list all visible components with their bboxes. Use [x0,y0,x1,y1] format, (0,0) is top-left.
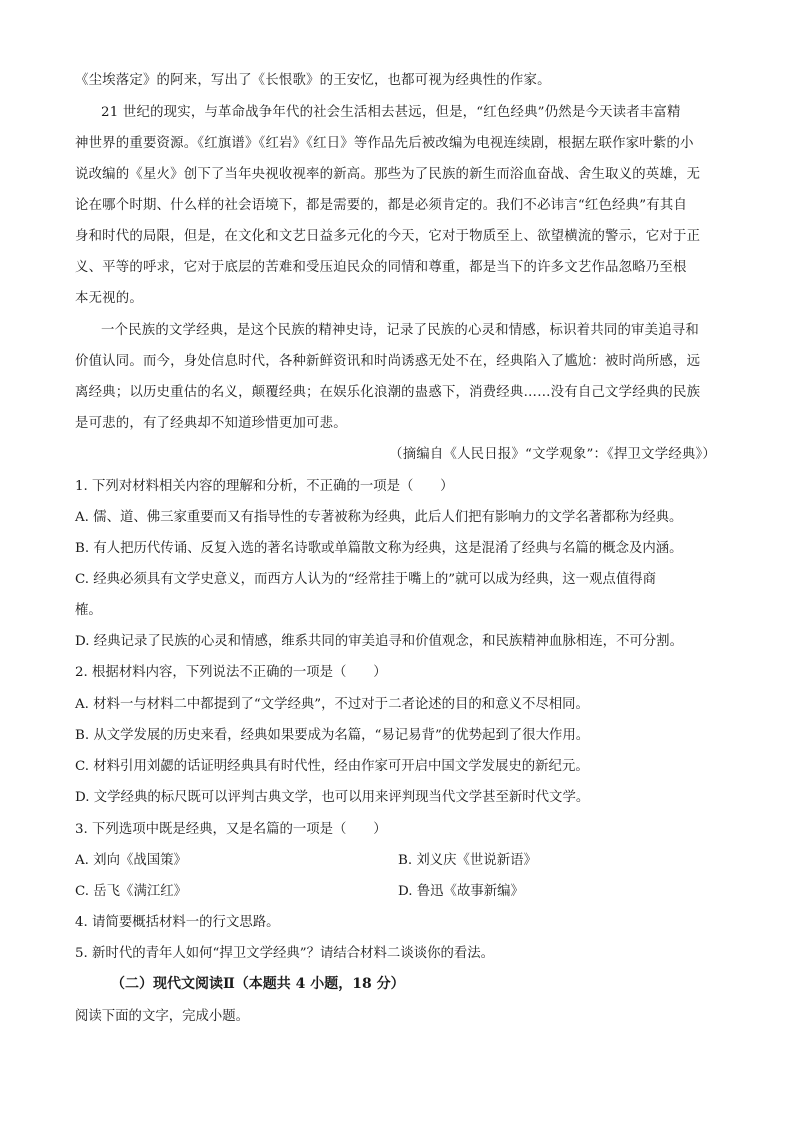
question-4: 4. 请简要概括材料一的行文思路。 [75,915,280,930]
passage-line: 《尘埃落定》的阿来，写出了《长恨歌》的王安忆，也都可视为经典性的作家。 [75,73,551,88]
option-d: D. 经典记录了民族的心灵和情感，维系共同的审美追寻和价值观念，和民族精神血脉相连，不可分割。 [75,634,683,649]
question-stem: 3. 下列选项中既是经典，又是名篇的一项是（ ） [75,822,387,837]
passage-line: 身和时代的局限，但是，在文化和文艺日益多元化的今天，它对于物质至上、欲望横流的警示，它对于正 [75,229,701,244]
passage-line: 义、平等的呼求，它对于底层的苦难和受压迫民众的同情和尊重，都是当下的许多文艺作品忽略乃至根 [75,260,687,275]
passage-line: 21 世纪的现实，与革命战争年代的社会生活相去甚远，但是，“红色经典”仍然是今天读者丰富精 [101,105,681,120]
section-heading: （二）现代文阅读Ⅱ（本题共 4 小题，18 分） [111,976,405,992]
question-stem: 2. 根据材料内容，下列说法不正确的一项是（ ） [75,665,387,680]
option-a: A. 儒、道、佛三家重要而又有指导性的专著被称为经典，此后人们把有影响力的文学名著都称为经典。 [75,510,683,525]
passage-line: 离经典；以历史重估的名义，颠覆经典；在娱乐化浪潮的蛊惑下，消费经典……没有自己文学经典的民族 [75,385,701,400]
passage-line: 价值认同。而今，身处信息时代，各种新鲜资讯和时尚诱惑无处不在，经典陷入了尴尬：被时尚所感，远 [75,354,701,369]
passage-line: 本无视的。 [75,291,143,306]
section-instruction: 阅读下面的文字，完成小题。 [75,1009,250,1024]
passage-line: 神世界的重要资源。《红旗谱》《红岩》《红日》等作品先后被改编为电视连续剧，根据左联作家叶紫的小 [75,136,694,151]
passage-source: （摘编自《人民日报》“文学观象”：《捍卫文学经典》） [389,447,716,462]
option-c-continued: 榷。 [75,603,102,618]
question-5: 5. 新时代的青年人如何“捍卫文学经典”？请结合材料二谈谈你的看法。 [75,946,495,961]
option-c: C. 经典必须具有文学史意义，而西方人认为的“经常挂于嘴上的”就可以成为经典，这一观点值得商 [75,572,656,587]
option-a: A. 刘向《战国策》 [75,853,187,868]
option-b: B. 刘义庆《世说新语》 [398,853,537,868]
option-a: A. 材料一与材料二中都提到了“文学经典”，不过对于二者论述的目的和意义不尽相同。 [75,697,589,712]
option-d: D. 鲁迅《故事新编》 [398,884,524,899]
question-stem: 1. 下列对材料相关内容的理解和分析，不正确的一项是（ ） [75,479,454,494]
option-c: C. 材料引用刘勰的话证明经典具有时代性，经由作家可开启中国文学发展史的新纪元。 [75,759,589,774]
passage-line: 一个民族的文学经典，是这个民族的精神史诗，记录了民族的心灵和情感，标识着共同的审美追寻和 [101,323,699,338]
passage-line: 说改编的《星火》创下了当年央视收视率的新高。那些为了民族的新生而浴血奋战、舍生取义的英雄，无 [75,167,701,182]
option-d: D. 文学经典的标尺既可以评判古典文学，也可以用来评判现当代文学甚至新时代文学。 [75,790,590,805]
passage-line: 是可悲的，有了经典却不知道珍惜更加可悲。 [75,416,347,431]
option-c: C. 岳飞《满江红》 [75,884,188,899]
option-b: B. 有人把历代传诵、反复入选的著名诗歌或单篇散文称为经典，这是混淆了经典与名篇的概念及内涵。 [75,541,683,556]
option-b: B. 从文学发展的历史来看，经典如果要成为名篇，“易记易背”的优势起到了很大作用。 [75,728,590,743]
passage-line: 论在哪个时期、什么样的社会语境下，都是需要的，都是必须肯定的。我们不必讳言“红色经典”有其自 [75,198,688,213]
